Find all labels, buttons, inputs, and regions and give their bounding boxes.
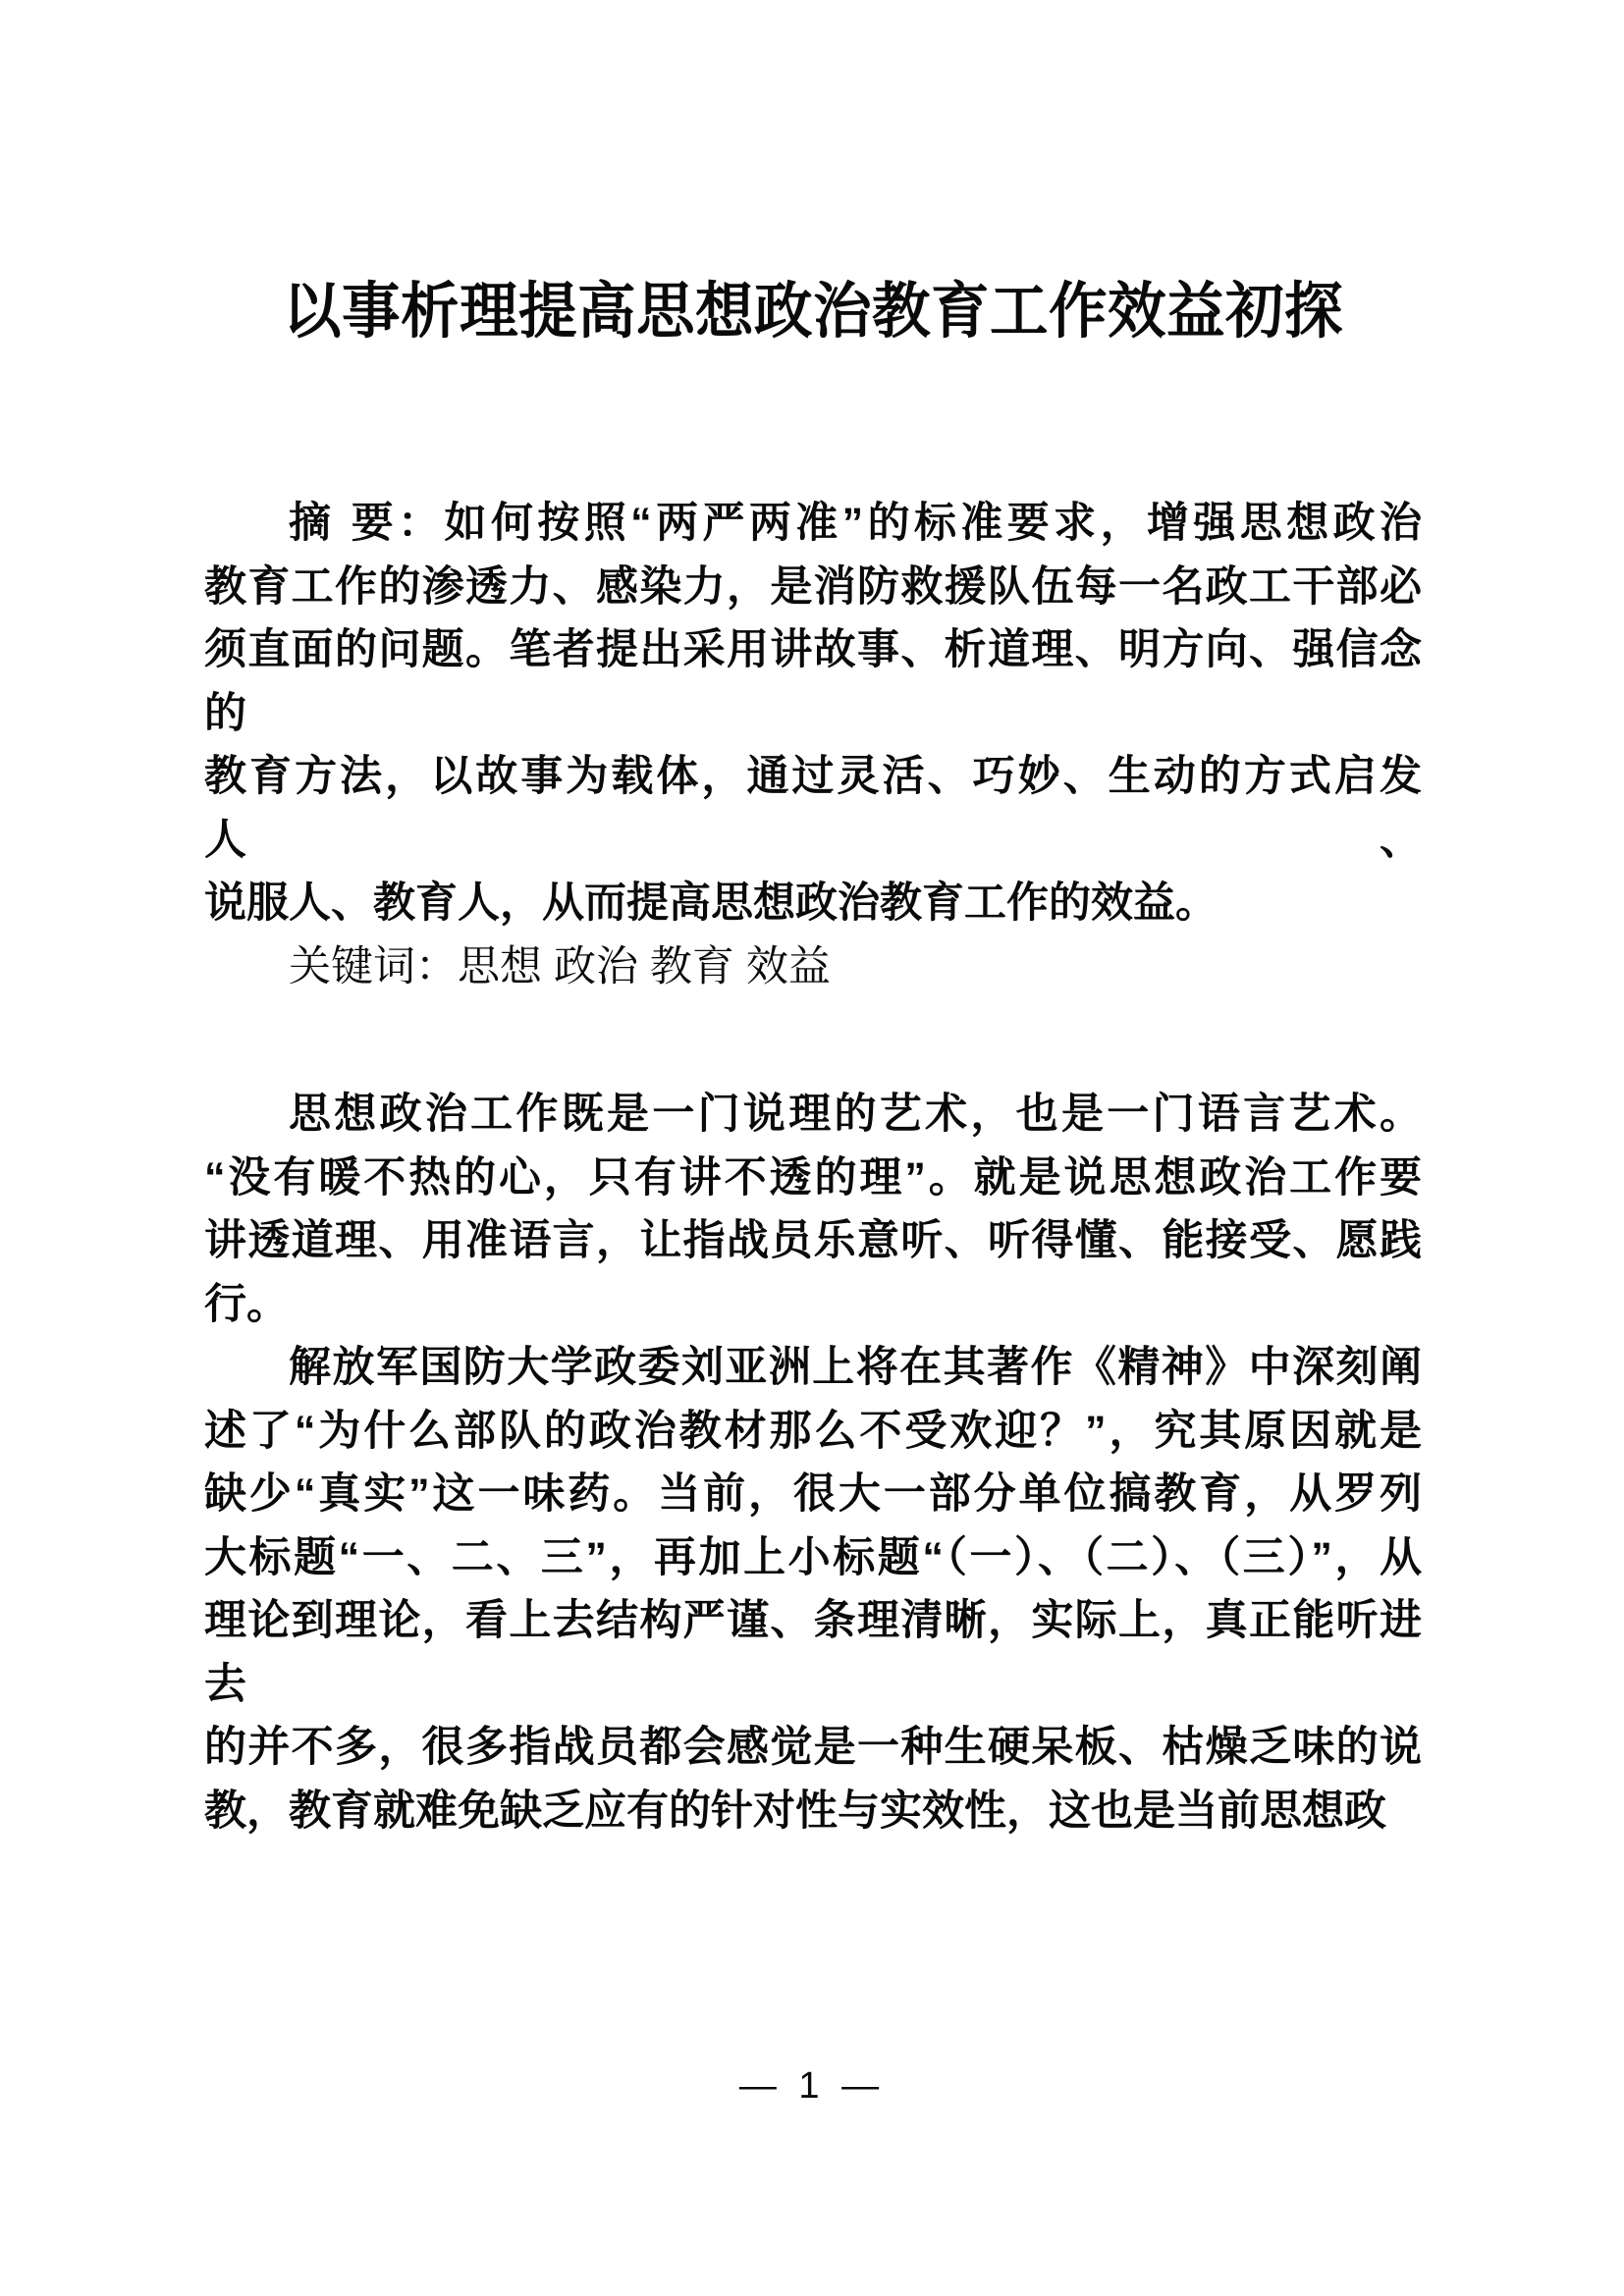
keywords-line: 关键词：思想 政治 教育 效益 xyxy=(289,942,831,990)
body-paragraph xyxy=(204,1336,1422,1842)
abstract-block xyxy=(204,347,1422,998)
body-line: “没有暖不热的心，只有讲不透的理”。就是说思想政治工作要 xyxy=(204,1153,1422,1201)
abstract-line: 教育方法，以故事为载体，通过灵活、巧妙、生动的方式启发人、 xyxy=(204,753,1422,864)
title-block xyxy=(204,0,1422,347)
body-line: 缺少“真实”这一味药。当前，很大一部分单位搞教育，从罗列 xyxy=(204,1470,1422,1519)
body-line: 讲透道理、用准语言，让指战员乐意听、听得懂、能接受、愿践行。 xyxy=(204,1217,1422,1328)
body-line: 述了“为什么部队的政治教材那么不受欢迎？”，究其原因就是 xyxy=(204,1407,1422,1455)
body-line: 理论到理论，看上去结构严谨、条理清晰，实际上，真正能听进去 xyxy=(204,1597,1422,1708)
body-line: 大标题“一、二、三”，再加上小标题“（一）、（二）、（三）”，从 xyxy=(204,1533,1422,1581)
abstract-line: 说服人、教育人，从而提高思想政治教育工作的效益。 xyxy=(204,880,1218,928)
abstract-line: 摘 要：如何按照“两严两准”的标准要求，增强思想政治 xyxy=(289,500,1422,548)
abstract-line: 须直面的问题。笔者提出采用讲故事、析道理、明方向、强信念的 xyxy=(204,626,1422,737)
body-line: 思想政治工作既是一门说理的艺术，也是一门语言艺术。 xyxy=(289,1091,1422,1139)
body-line: 教，教育就难免缺乏应有的针对性与实效性，这也是当前思想政 xyxy=(204,1787,1386,1835)
page-content xyxy=(204,0,1422,1842)
body-line: 的并不多，很多指战员都会感觉是一种生硬呆板、枯燥乏味的说 xyxy=(204,1724,1422,1772)
body-paragraph xyxy=(204,1083,1422,1336)
page-number: — 1 — xyxy=(738,2065,886,2107)
body-line: 解放军国防大学政委刘亚洲上将在其著作《精神》中深刻阐 xyxy=(289,1344,1422,1392)
abstract-paragraph xyxy=(204,492,1422,935)
abstract-line: 教育工作的渗透力、感染力，是消防救援队伍每一名政工干部必 xyxy=(204,562,1422,611)
page-title: 以事析理提高思想政治教育工作效益初探 xyxy=(282,278,1343,346)
body-block xyxy=(204,998,1422,1842)
